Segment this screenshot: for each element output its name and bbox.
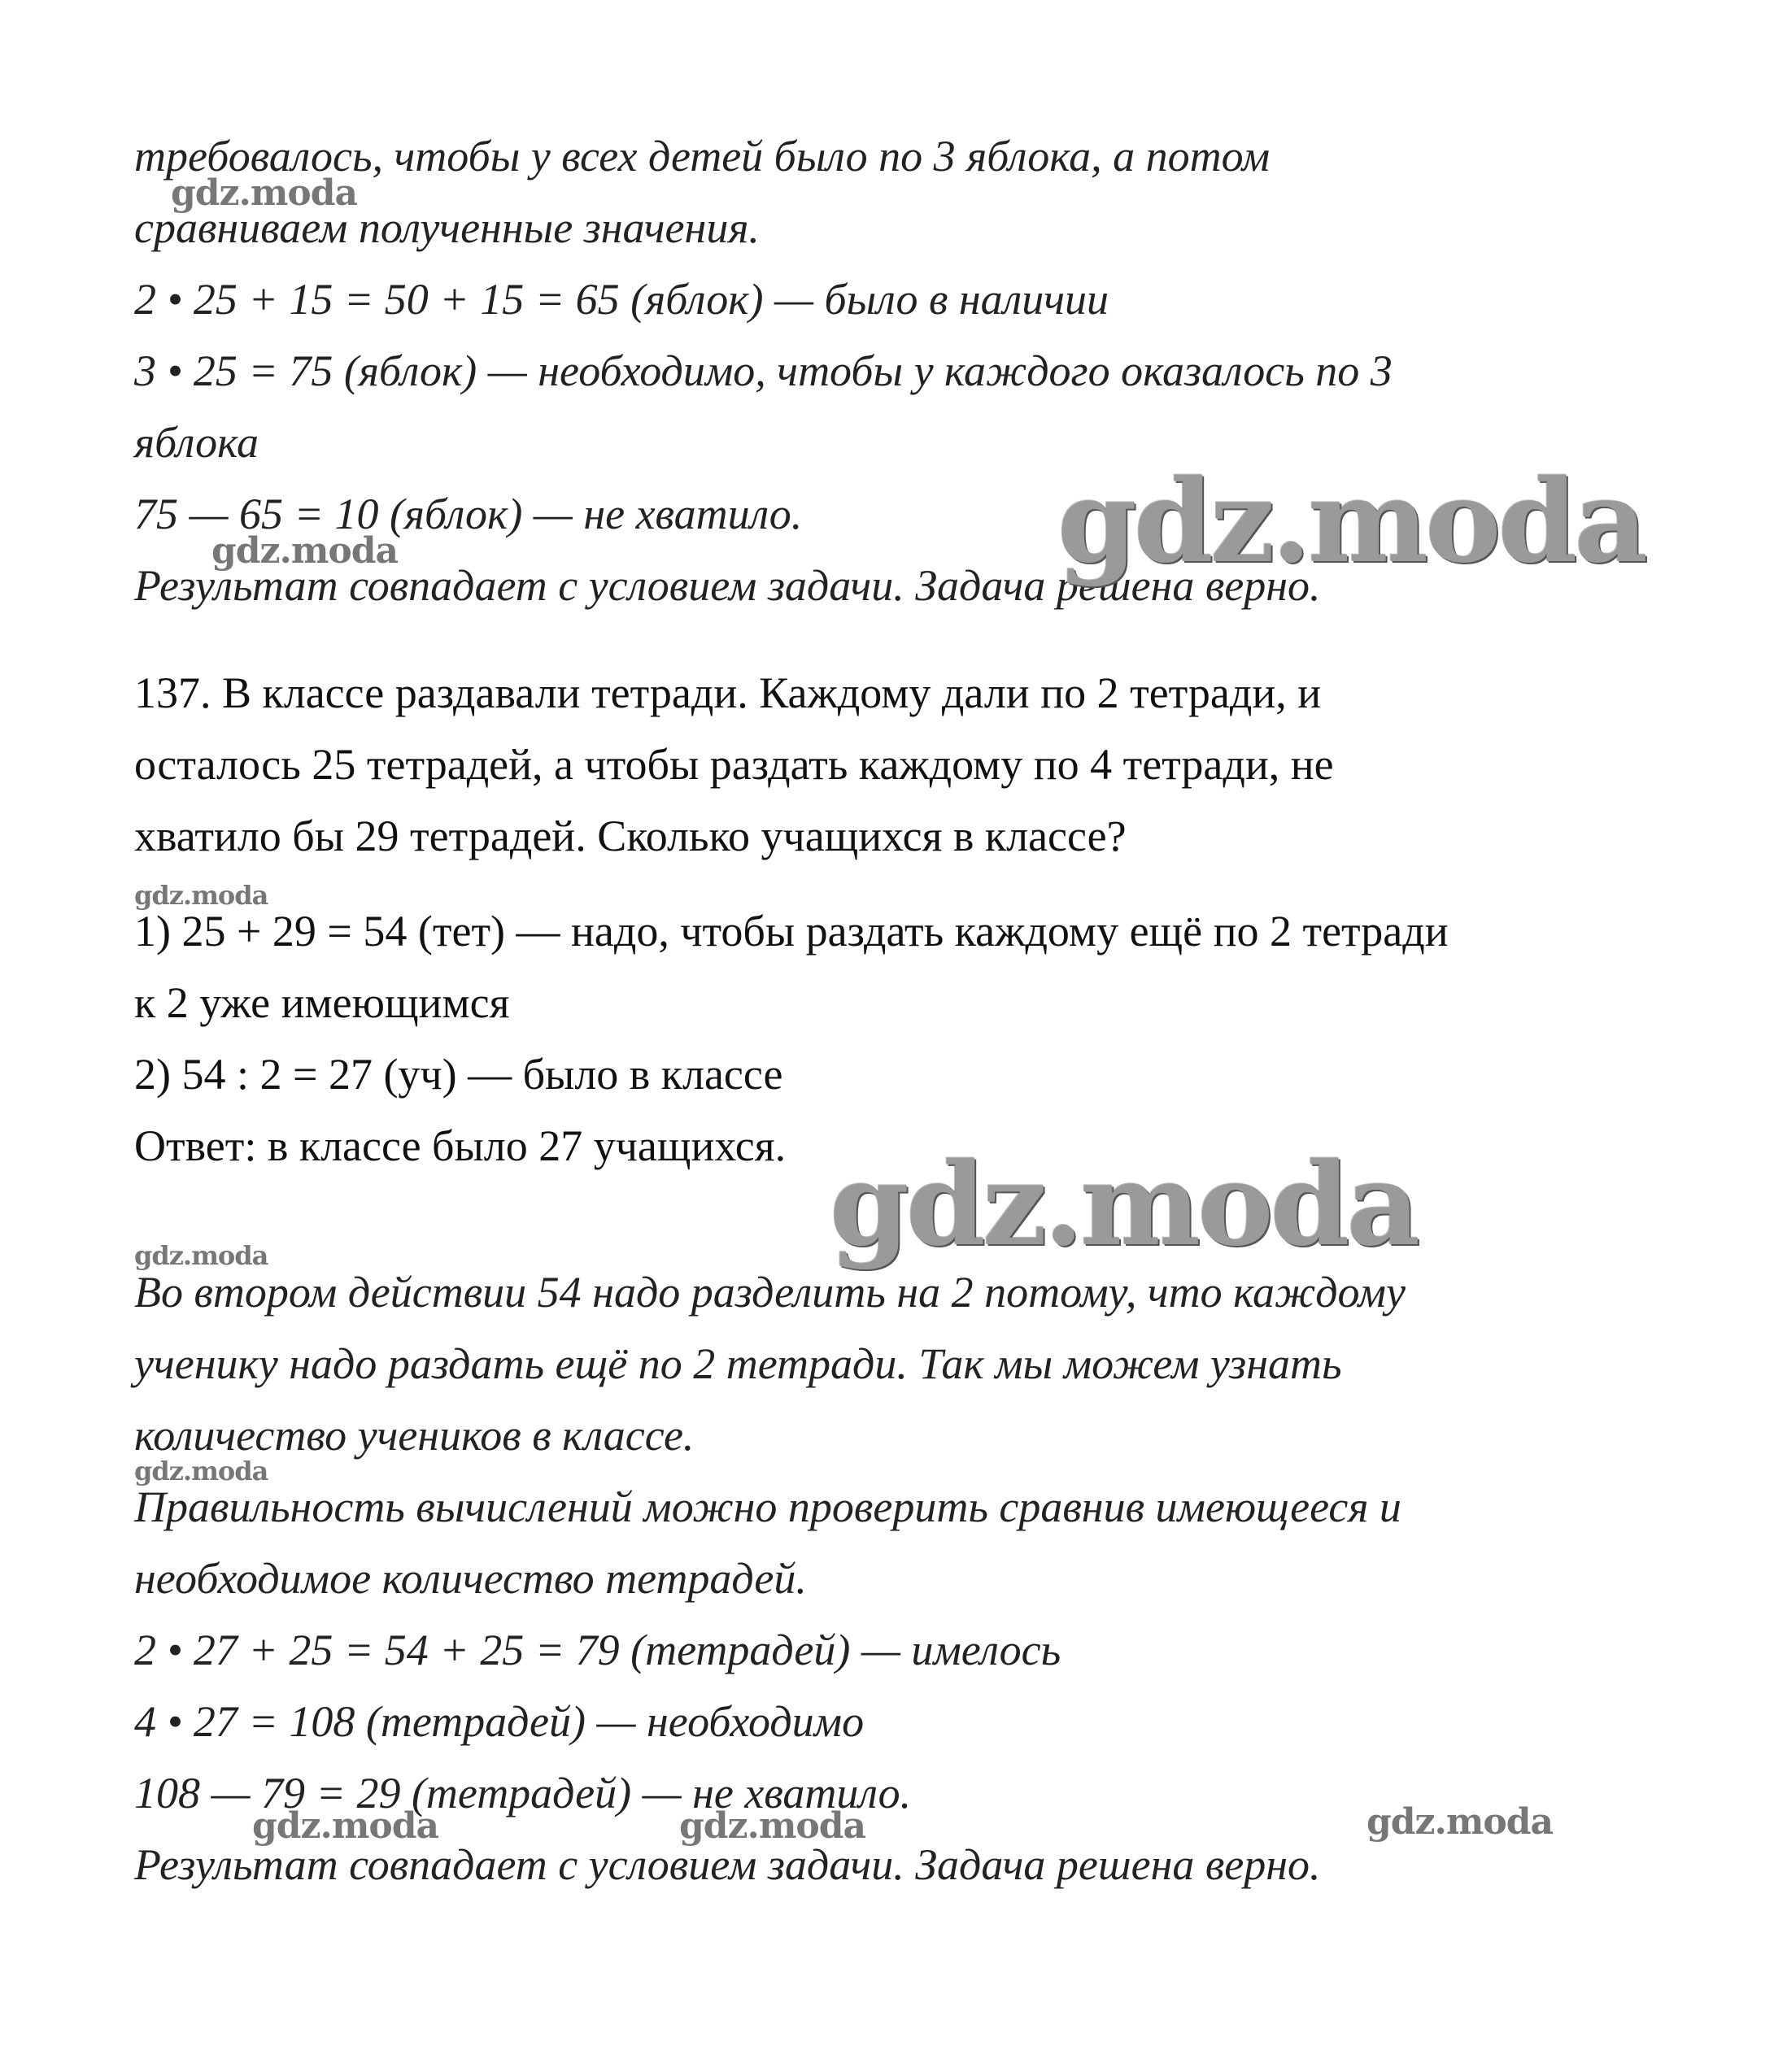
text-line: требовалось, чтобы у всех детей было по 3 яблока, а потом [134, 132, 1271, 181]
text-line: сравниваем полученные значения. [134, 203, 760, 252]
check-line: Правильность вычислений можно проверить сравнив имеющееся и [134, 1482, 1401, 1531]
watermark: gdz.moda [134, 880, 268, 911]
text-line: 75 — 65 = 10 (яблок) — не хватило. [134, 490, 803, 538]
text-line: 3 • 25 = 75 (яблок) — необходимо, чтобы у каждого оказалось по 3 [134, 346, 1393, 395]
check-line: 4 • 27 = 108 (тетрадей) — необходимо [134, 1697, 865, 1746]
problem-statement-line: хватило бы 29 тетрадей. Сколько учащихся в классе? [134, 812, 1127, 860]
solution-line: 1) 25 + 29 = 54 (тет) — надо, чтобы раздать каждому ещё по 2 тетради [134, 907, 1449, 955]
watermark: gdz.moda [679, 1805, 866, 1847]
explanation-line: количество учеников в классе. [134, 1411, 695, 1460]
watermark-large: gdz.moda [1057, 455, 1645, 589]
check-line: 108 — 79 = 29 (тетрадей) — не хватило. [134, 1769, 912, 1817]
watermark: gdz.moda [211, 530, 399, 572]
explanation-line: Во втором действии 54 надо разделить на 2 потому, что каждому [134, 1268, 1406, 1317]
solution-line: 2) 54 : 2 = 27 (уч) — было в классе [134, 1050, 783, 1099]
check-line: 2 • 27 + 25 = 54 + 25 = 79 (тетрадей) — имелось [134, 1626, 1061, 1674]
explanation-line: ученику надо раздать ещё по 2 тетради. Так мы можем узнать [134, 1339, 1342, 1388]
text-line: яблока [134, 418, 259, 467]
watermark-large: gdz.moda [830, 1138, 1418, 1272]
check-line: необходимое количество тетрадей. [134, 1554, 807, 1603]
watermark: gdz.moda [1366, 1801, 1554, 1843]
watermark: gdz.moda [134, 1456, 268, 1487]
answer-line: Ответ: в классе было 27 учащихся. [134, 1121, 787, 1170]
watermark: gdz.moda [134, 1240, 268, 1271]
solution-line: к 2 уже имеющимся [134, 978, 510, 1027]
check-line: Результат совпадает с условием задачи. Задача решена верно. [134, 1840, 1321, 1889]
problem-statement-line: 137. В классе раздавали тетради. Каждому дали по 2 тетради, и [134, 668, 1322, 717]
problem-statement-line: осталось 25 тетрадей, а чтобы раздать каждому по 4 тетради, не [134, 740, 1334, 789]
text-line: Результат совпадает с условием задачи. Задача решена верно. [134, 561, 1321, 610]
watermark: gdz.moda [252, 1805, 439, 1847]
watermark: gdz.moda [171, 172, 358, 214]
text-line: 2 • 25 + 15 = 50 + 15 = 65 (яблок) — было в наличии [134, 275, 1109, 324]
